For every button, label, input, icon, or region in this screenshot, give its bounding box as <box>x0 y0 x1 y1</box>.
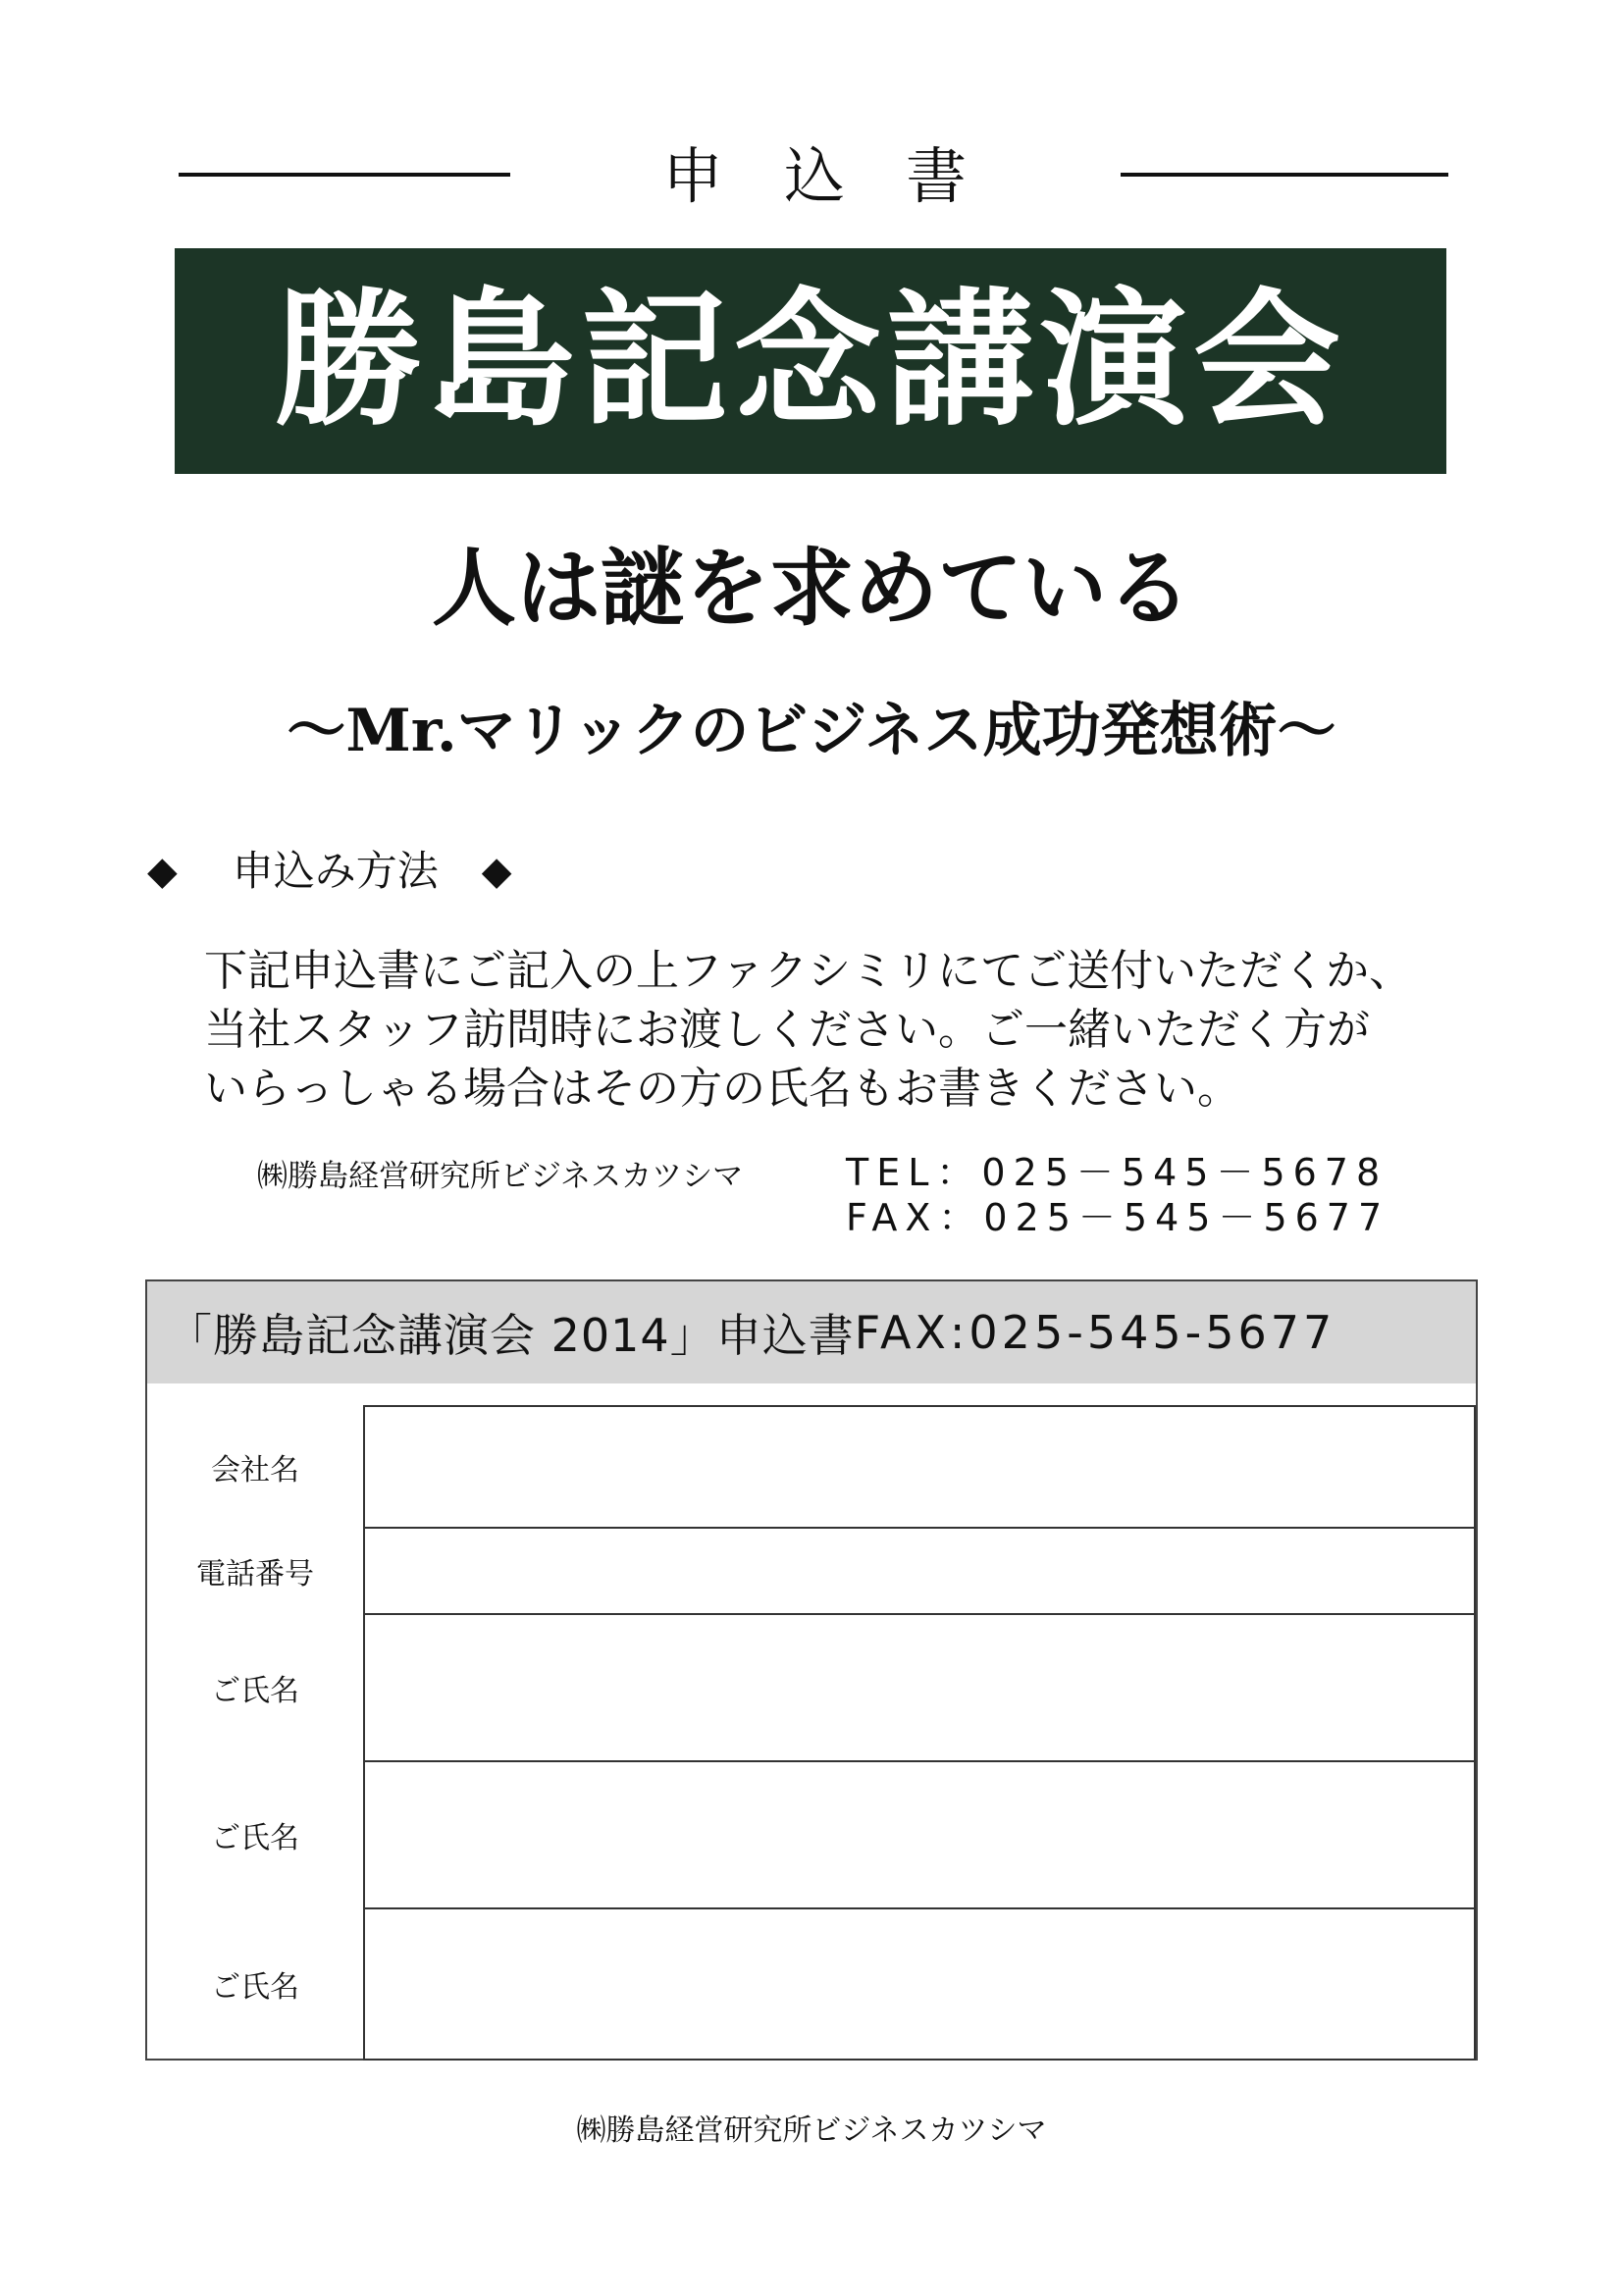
method-label: 申込み方法 <box>232 847 439 895</box>
application-form <box>145 1279 1478 2061</box>
row-label: ご氏名 <box>211 1674 299 1708</box>
name-field-3[interactable] <box>363 1907 1476 2061</box>
diamond-bullet-icon: ◆ <box>147 849 178 894</box>
contact-company: ㈱勝島経営研究所ビジネスカツシマ <box>257 1159 744 1194</box>
form-row-company <box>147 1405 1476 1529</box>
instruction-line: 当社スタッフ訪問時にお渡しください。ご一緒いただく方が <box>204 1005 1370 1055</box>
header-dash-left <box>179 173 510 177</box>
form-header-fax: FAX:025-545-5677 <box>854 1306 1336 1359</box>
form-row-name-2 <box>147 1760 1476 1909</box>
lecture-subtitle: ～Mr.マリックのビジネス成功発想術～ <box>287 697 1336 765</box>
company-name-field[interactable] <box>363 1405 1476 1529</box>
form-header <box>147 1281 1476 1383</box>
contact-tel: TEL：025－545－5678 <box>846 1151 1388 1194</box>
header-dash-right <box>1121 173 1448 177</box>
row-label: 会社名 <box>211 1453 299 1487</box>
method-heading <box>147 842 512 901</box>
diamond-bullet-icon: ◆ <box>481 849 512 894</box>
footer-company: ㈱勝島経営研究所ビジネスカツシマ <box>576 2113 1047 2148</box>
lecture-headline: 人は謎を求めている <box>432 540 1191 638</box>
row-label: ご氏名 <box>211 1821 299 1855</box>
instruction-line: いらっしゃる場合はその方の氏名もお書きください。 <box>204 1064 1240 1114</box>
title-banner <box>175 248 1446 474</box>
phone-number-field[interactable] <box>363 1527 1476 1615</box>
event-title: 勝島記念講演会 <box>274 276 1346 446</box>
form-header-title: 「勝島記念講演会 2014」申込書 <box>167 1309 855 1362</box>
name-field-1[interactable] <box>363 1613 1476 1762</box>
form-heading: 申込書 <box>661 140 1027 212</box>
contact-fax: FAX：025－545－5677 <box>846 1196 1390 1239</box>
name-field-2[interactable] <box>363 1760 1476 1909</box>
form-row-name-3 <box>147 1907 1476 2061</box>
form-row-name-1 <box>147 1613 1476 1762</box>
form-row-phone <box>147 1527 1476 1615</box>
instruction-line: 下記申込書にご記入の上ファクシミリにてご送付いただくか、 <box>204 946 1413 996</box>
instructions <box>204 942 1499 1119</box>
row-label: 電話番号 <box>196 1557 314 1592</box>
contact-numbers <box>846 1150 1389 1240</box>
row-label: ご氏名 <box>211 1970 299 2005</box>
